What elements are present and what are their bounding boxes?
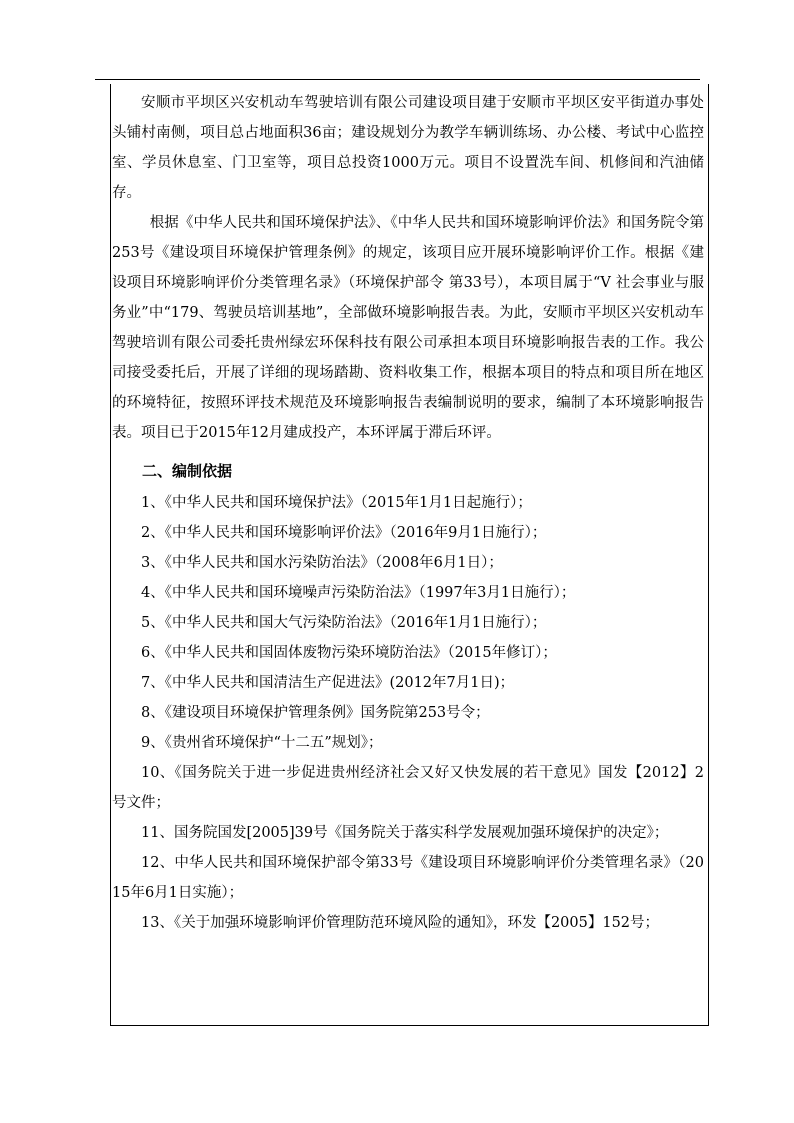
reference-item-2: 2、《中华人民共和国环境影响评价法》（2016年9月1日施行）； [141,525,547,541]
header-rule [95,79,700,80]
section-title-basis: 二、编制依据 [142,462,233,480]
reference-item-8: 8、《建设项目环境保护管理条例》国务院第253号令； [141,705,490,721]
reference-item-5: 5、《中华人民共和国大气污染防治法》（2016年1月1日施行）； [141,615,547,631]
reference-item-1: 1、《中华人民共和国环境保护法》（2015年1月1日起施行）； [141,495,532,511]
reference-item-12: 12、中华人民共和国环境保护部令第33号《建设项目环境影响评价分类管理名录》（2015年6月1日实施）； [112,855,704,901]
reference-item-11: 11、国务院国发[2005]39号《国务院关于落实科学发展观加强环境保护的决定》； [141,825,669,841]
reference-item-3: 3、《中华人民共和国水污染防治法》（2008年6月1日）； [141,555,503,571]
document-body [112,88,704,938]
intro-paragraph-2: 根据《中华人民共和国环境保护法》、《中华人民共和国环境影响评价法》和国务院令第253号《建设项目环境保护管理条例》的规定，该项目应开展环境影响评价工作。根据《建设项目环境影响评价分类管理名录》（环境保护部令 第33号），本项目属于“V 社会事业与服务业”中“179、驾驶员培训基地”，全部做环境影响报告表。为此，安顺市平坝区兴安机动车驾驶培训有限公司委托贵州绿宏环保科技有限公司承担本项目环境影响报告表的工作。我公司接受委托后，开展了详细的现场踏勘、资料收集工作，根据本项目的特点和项目所在地区的环境特征，按照环评技术规范及环境影响报告表编制说明的要求，编制了本环境影响报告表。项目已于2015年12月建成投产，本环评属于滞后环评。 [112,215,704,441]
reference-item-9: 9、《贵州省环境保护“十二五”规划》； [141,735,383,751]
reference-item-13: 13、《关于加强环境影响评价管理防范环境风险的通知》，环发【2005】152号； [141,915,660,931]
reference-list [112,488,704,938]
reference-item-7: 7、《中华人民共和国清洁生产促进法》(2012年7月1日)； [141,675,515,691]
intro-paragraph-1: 安顺市平坝区兴安机动车驾驶培训有限公司建设项目建于安顺市平坝区安平街道办事处头铺村南侧，项目总占地面积36亩；建设规划分为教学车辆训练场、办公楼、考试中心监控室、学员休息室、门卫室等，项目总投资1000万元。项目不设置洗车间、机修间和汽油储存。 [112,95,704,201]
reference-item-10: 10、《国务院关于进一步促进贵州经济社会又好又快发展的若干意见》国发【2012】2号文件； [112,765,704,811]
reference-item-6: 6、《中华人民共和国固体废物污染环境防治法》（2015年修订）； [141,645,557,661]
reference-item-4: 4、《中华人民共和国环境噪声污染防治法》（1997年3月1日施行）； [141,585,576,601]
